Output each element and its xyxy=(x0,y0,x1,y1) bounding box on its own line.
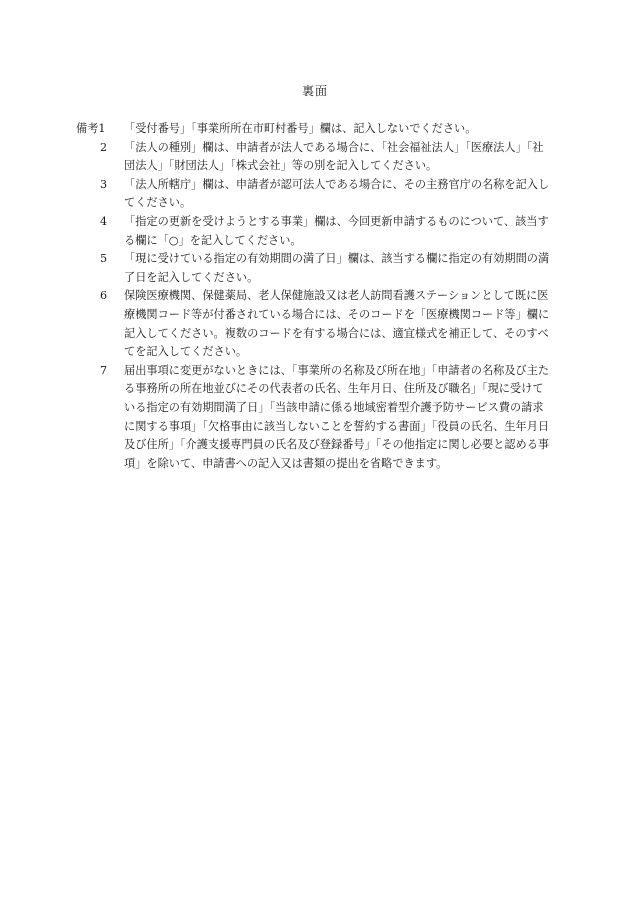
remark-text-4: 「指定の更新を受けようとする事業」欄は、今回更新申請するものについて、該当する欄に「○」を記入してください。 xyxy=(124,214,549,247)
remarks-list xyxy=(76,120,552,473)
remarks-prefix: 備考 xyxy=(76,122,99,135)
remark-text-2: 「法人の種別」欄は、申請者が法人である場合に、「社会福祉法人」「医療法人」「社団法人」「財団法人」「株式会社」等の別を記入してください。 xyxy=(124,140,544,173)
remark-number-2: 2 xyxy=(100,140,108,154)
remark-index-1: 1 xyxy=(98,122,106,135)
remark-item-6 xyxy=(76,287,552,361)
remark-text-3: 「法人所轄庁」欄は、申請者が認可法人である場合に、その主務官庁の名称を記入してください。 xyxy=(124,177,550,210)
remark-number-5: 5 xyxy=(100,252,108,266)
remark-number-6: 6 xyxy=(100,289,108,303)
remark-number-4: 4 xyxy=(100,214,108,228)
remark-number-7: 7 xyxy=(100,363,108,377)
remark-text-5: 「現に受けている指定の有効期間の満了日」欄は、該当する欄に指定の有効期間の満了日を記入してください。 xyxy=(124,252,550,284)
remark-number-3: 3 xyxy=(100,177,108,191)
remark-number-1 xyxy=(76,120,124,139)
remark-item-3 xyxy=(76,176,552,213)
remark-text-6: 保険医療機関、保健薬局、老人保健施設又は老人訪問看護ステーションとして既に医療機関コード等が付番されている場合には、そのコードを「医療機関コード等」欄に記入してください。複数のコードを有する場合には、適宜様式を補正して、そのすべてを記入してください。 xyxy=(124,289,550,359)
remark-item-7 xyxy=(76,362,552,474)
remark-item-2 xyxy=(76,139,552,176)
remark-item-5 xyxy=(76,250,552,287)
page-title: 裏面 xyxy=(301,84,328,98)
remark-text-7: 届出事項に変更がないときには、「事業所の名称及び所在地」「申請者の名称及び主たる事務所の所在地並びにその代表者の氏名、生年月日、住所及び職名」「現に受けている指定の有効期間満了日」「当該申請に係る地域密着型介護予防サービス費の請求に関する事項」「欠格事由に該当しないことを誓約する書面」「役員の氏名、生年月日及び住所」「介護支援専門員の氏名及び登録番号」「その他指定に関し必要と認める事項」を除いて、申請書への記入又は書類の提出を省略できます。 xyxy=(124,363,550,470)
remark-item-4 xyxy=(76,213,552,250)
remark-text-1: 「受付番号」「事業所所在市町村番号」欄は、記入しないでください。 xyxy=(124,122,477,135)
remark-item-1 xyxy=(76,120,552,139)
